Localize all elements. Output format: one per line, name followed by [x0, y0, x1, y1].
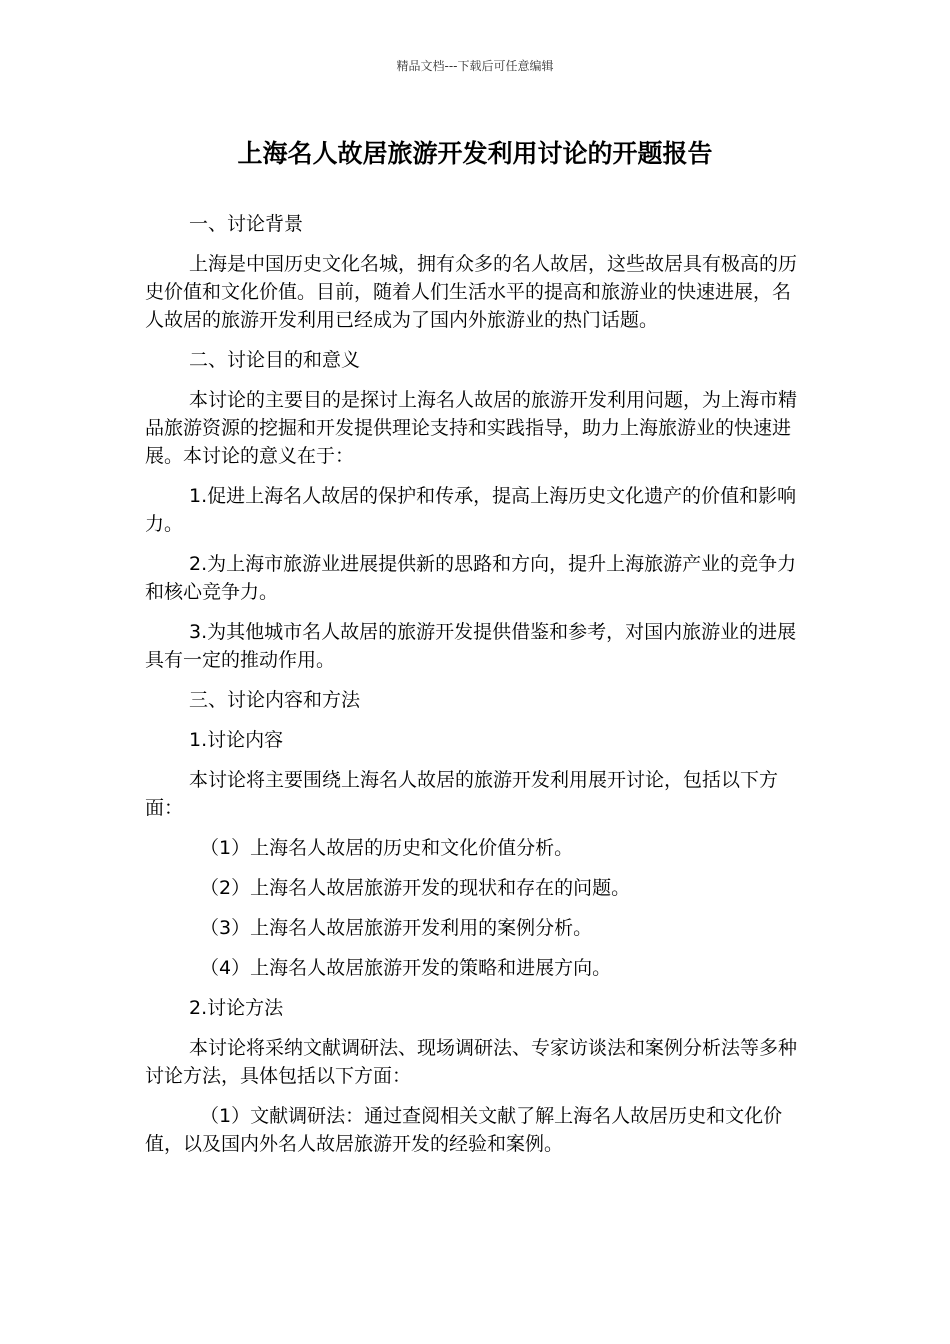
header-note: 精品文档---下载后可任意编辑 — [396, 59, 554, 73]
list-item-content-1: （1）上海名人故居的历史和文化价值分析。 — [200, 837, 574, 859]
section-heading-purpose: 二、讨论目的和意义 — [189, 349, 361, 371]
list-item-significance-1: 1.促进上海名人故居的保护和传承，提高上海历史文化遗产的价值和影响力。 — [145, 485, 797, 535]
document-title: 上海名人故居旅游开发利用讨论的开题报告 — [237, 139, 713, 168]
list-item-content-2: （2）上海名人故居旅游开发的现状和存在的问题。 — [200, 877, 631, 899]
subheading-method: 2.讨论方法 — [189, 997, 284, 1019]
paragraph-method: 本讨论将采纳文献调研法、现场调研法、专家访谈法和案例分析法等多种讨论方法，具体包括以下方面： — [145, 1037, 798, 1087]
section-heading-content-method: 三、讨论内容和方法 — [189, 689, 361, 711]
list-item-significance-3: 3.为其他城市名人故居的旅游开发提供借鉴和参考，对国内旅游业的进展具有一定的推动作用。 — [145, 621, 797, 671]
list-item-content-3: （3）上海名人故居旅游开发利用的案例分析。 — [200, 917, 593, 939]
section-heading-background: 一、讨论背景 — [189, 213, 304, 235]
list-item-content-4: （4）上海名人故居旅游开发的策略和进展方向。 — [200, 957, 612, 979]
subheading-content: 1.讨论内容 — [189, 729, 284, 751]
paragraph-content: 本讨论将主要围绕上海名人故居的旅游开发利用展开讨论，包括以下方面： — [145, 769, 779, 819]
paragraph-background: 上海是中国历史文化名城，拥有众多的名人故居，这些故居具有极高的历史价值和文化价值。目前，随着人们生活水平的提高和旅游业的快速进展，名人故居的旅游开发利用已经成为了国内外旅游业的热门话题。 — [145, 253, 798, 331]
list-item-significance-2: 2.为上海市旅游业进展提供新的思路和方向，提升上海旅游产业的竞争力和核心竞争力。 — [145, 553, 797, 603]
list-item-method-1: （1）文献调研法：通过查阅相关文献了解上海名人故居历史和文化价值，以及国内外名人故居旅游开发的经验和案例。 — [145, 1105, 783, 1155]
document-body — [145, 210, 805, 1170]
paragraph-purpose: 本讨论的主要目的是探讨上海名人故居的旅游开发利用问题，为上海市精品旅游资源的挖掘和开发提供理论支持和实践指导，助力上海旅游业的快速进展。本讨论的意义在于： — [145, 389, 798, 467]
